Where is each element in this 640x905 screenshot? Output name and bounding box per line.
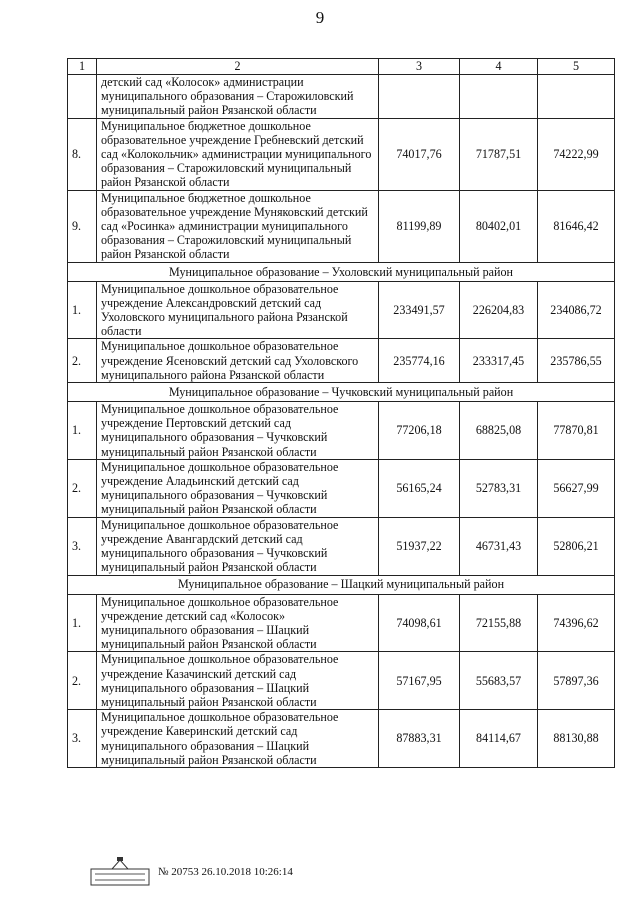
row-number: 9.: [68, 190, 97, 262]
row-number: 2.: [68, 652, 97, 710]
institution-name: Муниципальное дошкольное образовательное учреждение Ясеновский детский сад Ухоловского муниципального района Рязанской области: [97, 339, 379, 383]
institution-name: Муниципальное бюджетное дошкольное образовательное учреждение Муняковский детский сад «Росинка» администрации муниципального образования – Старожиловский муниципальный район Рязанской области: [97, 190, 379, 262]
row-number: 3.: [68, 517, 97, 575]
section-header-row: [68, 575, 615, 594]
table-row: [68, 594, 615, 652]
institution-name: Муниципальное дошкольное образовательное учреждение Аладьинский детский сад муниципального образования – Чучковский муниципальный район Рязанской области: [97, 459, 379, 517]
table-row: [68, 118, 615, 190]
document-registration-info: № 20753 26.10.2018 10:26:14: [158, 866, 293, 878]
value-col5: 235786,55: [538, 339, 615, 383]
value-col3: 233491,57: [379, 281, 460, 339]
value-col3: 51937,22: [379, 517, 460, 575]
table-row: [68, 75, 615, 119]
table-row: [68, 710, 615, 768]
value-col4: 84114,67: [460, 710, 538, 768]
table-row: [68, 517, 615, 575]
value-col3: 81199,89: [379, 190, 460, 262]
institution-name: Муниципальное бюджетное дошкольное образовательное учреждение Гребневский детский сад «Колокольчик» администрации муниципального образования – Старожиловский муниципальный район Рязанской области: [97, 118, 379, 190]
table-row: [68, 402, 615, 460]
value-col5: 74396,62: [538, 594, 615, 652]
institution-name: Муниципальное дошкольное образовательное учреждение Каверинский детский сад муниципального образования – Шацкий муниципальный район Рязанской области: [97, 710, 379, 768]
table-row: [68, 190, 615, 262]
table-header-row: [68, 59, 615, 75]
institution-name: детский сад «Колосок» администрации муниципального образования – Старожиловский муниципальный район Рязанской области: [97, 75, 379, 119]
government-stamp-icon: [90, 857, 150, 887]
row-number: 2.: [68, 339, 97, 383]
institution-name: Муниципальное дошкольное образовательное учреждение Казачинский детский сад муниципального образования – Шацкий муниципальный район Рязанской области: [97, 652, 379, 710]
value-col4: 71787,51: [460, 118, 538, 190]
document-footer: [90, 857, 293, 887]
institution-name: Муниципальное дошкольное образовательное учреждение Пертовский детский сад муниципального образования – Чучковский муниципальный район Рязанской области: [97, 402, 379, 460]
value-col3: 77206,18: [379, 402, 460, 460]
column-header: 4: [460, 59, 538, 75]
institution-name: Муниципальное дошкольное образовательное учреждение Авангардский детский сад муниципального образования – Чучковский муниципальный район Рязанской области: [97, 517, 379, 575]
table-row: [68, 652, 615, 710]
value-col3: [379, 75, 460, 119]
value-col4: [460, 75, 538, 119]
value-col4: 52783,31: [460, 459, 538, 517]
value-col4: 68825,08: [460, 402, 538, 460]
section-title: Муниципальное образование – Чучковский муниципальный район: [68, 383, 615, 402]
row-number: 2.: [68, 459, 97, 517]
row-number: [68, 75, 97, 119]
value-col5: [538, 75, 615, 119]
column-header: 2: [97, 59, 379, 75]
value-col3: 74017,76: [379, 118, 460, 190]
section-title: Муниципальное образование – Шацкий муниципальный район: [68, 575, 615, 594]
column-header: 3: [379, 59, 460, 75]
value-col4: 72155,88: [460, 594, 538, 652]
institution-name: Муниципальное дошкольное образовательное учреждение Александровский детский сад Ухоловского муниципального района Рязанской области: [97, 281, 379, 339]
allocation-table: [67, 58, 615, 768]
value-col4: 80402,01: [460, 190, 538, 262]
value-col4: 55683,57: [460, 652, 538, 710]
column-header: 1: [68, 59, 97, 75]
column-header: 5: [538, 59, 615, 75]
value-col3: 74098,61: [379, 594, 460, 652]
value-col5: 56627,99: [538, 459, 615, 517]
table-row: [68, 339, 615, 383]
value-col5: 88130,88: [538, 710, 615, 768]
row-number: 8.: [68, 118, 97, 190]
table-row: [68, 459, 615, 517]
value-col4: 233317,45: [460, 339, 538, 383]
row-number: 3.: [68, 710, 97, 768]
section-header-row: [68, 383, 615, 402]
value-col5: 77870,81: [538, 402, 615, 460]
value-col5: 52806,21: [538, 517, 615, 575]
table-row: [68, 281, 615, 339]
institution-name: Муниципальное дошкольное образовательное учреждение детский сад «Колосок» муниципального образования – Шацкий муниципальный район Рязанской области: [97, 594, 379, 652]
section-header-row: [68, 262, 615, 281]
section-title: Муниципальное образование – Ухоловский муниципальный район: [68, 262, 615, 281]
page-number: 9: [315, 8, 325, 27]
value-col5: 81646,42: [538, 190, 615, 262]
row-number: 1.: [68, 402, 97, 460]
value-col4: 46731,43: [460, 517, 538, 575]
value-col3: 57167,95: [379, 652, 460, 710]
value-col5: 57897,36: [538, 652, 615, 710]
value-col3: 56165,24: [379, 459, 460, 517]
row-number: 1.: [68, 594, 97, 652]
row-number: 1.: [68, 281, 97, 339]
value-col3: 235774,16: [379, 339, 460, 383]
value-col3: 87883,31: [379, 710, 460, 768]
value-col5: 74222,99: [538, 118, 615, 190]
value-col4: 226204,83: [460, 281, 538, 339]
value-col5: 234086,72: [538, 281, 615, 339]
